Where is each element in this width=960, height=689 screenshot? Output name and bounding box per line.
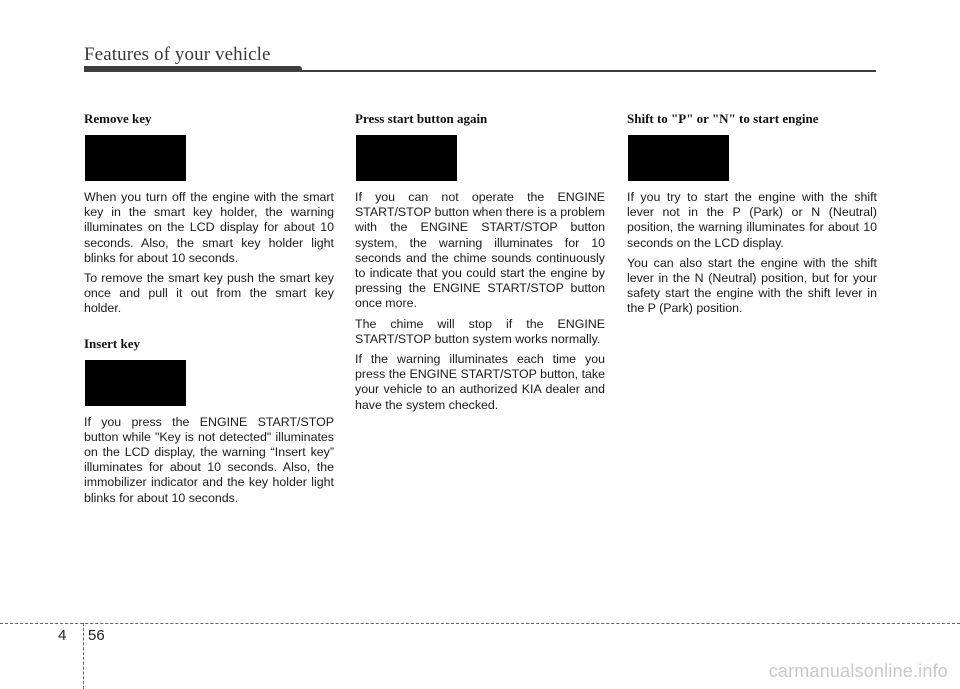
section-heading: Press start button again	[355, 111, 488, 126]
header-rule-thin	[300, 70, 876, 72]
page-number: 56	[88, 627, 105, 644]
watermark: carmanualsonline.info	[768, 661, 948, 681]
lcd-warning-image	[85, 135, 186, 181]
paragraph: If you try to start the engine with the shift lever not in the P (Park) or N (Neutral) position, the warning illuminates for about 10 seconds on the LCD display.	[627, 190, 877, 250]
paragraph: When you turn off the engine with the smart key in the smart key holder, the warning illuminates on the LCD display for about 10 seconds. Also, the smart key holder light blinks for about 10 seconds.	[84, 190, 334, 265]
footer-rule	[0, 623, 960, 624]
section-press-start-button-again	[355, 111, 605, 413]
section-heading: Remove key	[84, 111, 152, 126]
section-shift-to-p-or-n	[627, 111, 877, 317]
lcd-warning-image	[85, 360, 186, 406]
column-1	[84, 111, 334, 511]
section-heading: Insert key	[84, 335, 140, 351]
paragraph: You can also start the engine with the shift lever in the N (Neutral) position, but for your safety start the engine with the shift lever in the P (Park) position.	[627, 255, 877, 316]
lcd-warning-image	[356, 135, 457, 181]
column-3	[627, 111, 877, 322]
paragraph: To remove the smart key push the smart key once and pull it out from the smart key holder.	[84, 271, 334, 316]
section-insert-key	[84, 336, 334, 506]
header-rule-thick	[84, 66, 302, 72]
paragraph: If the warning illuminates each time you press the ENGINE START/STOP button, take your vehicle to an authorized KIA dealer and have the system checked.	[355, 352, 605, 412]
section-remove-key	[84, 111, 334, 317]
section-heading: Shift to "P" or "N" to start engine	[627, 111, 819, 126]
paragraph: The chime will stop if the ENGINE START/STOP button system works normally.	[355, 316, 605, 346]
paragraph: If you press the ENGINE START/STOP button while "Key is not detected" illuminates on the LCD display, the warning “Insert key” illuminates for about 10 seconds. Also, the immobilizer indicator and the key holder light blinks for about 10 seconds.	[84, 414, 334, 505]
footer-divider	[83, 623, 84, 689]
chapter-number: 4	[58, 627, 67, 644]
column-2	[355, 111, 605, 418]
lcd-warning-image	[628, 135, 729, 181]
page-header-title: Features of your vehicle	[84, 44, 271, 65]
section-gap	[84, 322, 334, 336]
paragraph: If you can not operate the ENGINE START/STOP button when there is a problem with the ENGINE START/STOP button system, the warning illuminates for 10 seconds and the chime sounds continuously to indicate that you could start the engine by pressing the ENGINE START/STOP button once more.	[355, 190, 605, 311]
